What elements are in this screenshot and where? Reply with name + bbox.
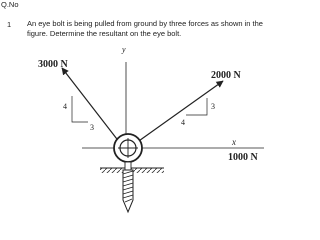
force-3000-label: 3000 N (38, 59, 68, 70)
force-1000-label: 1000 N (228, 152, 258, 163)
slope-1-run: 3 (90, 123, 94, 132)
question-number: 1 (7, 20, 12, 29)
question-number-header: Q.No (1, 0, 19, 9)
slope-1-rise: 4 (63, 102, 67, 111)
force-2000-arrow (136, 81, 223, 143)
force-2000-label: 2000 N (211, 70, 241, 81)
slope-2-run: 4 (181, 118, 185, 127)
slope-2-rise: 3 (211, 102, 215, 111)
question-text: An eye bolt is being pulled from ground by three forces as shown in the figure. Determine the resultant on the eye bolt. (27, 19, 263, 38)
bolt-neck (125, 162, 131, 170)
x-axis-label: x (232, 137, 236, 147)
y-axis-label: y (122, 45, 126, 54)
slope-triangle-1 (72, 96, 88, 122)
